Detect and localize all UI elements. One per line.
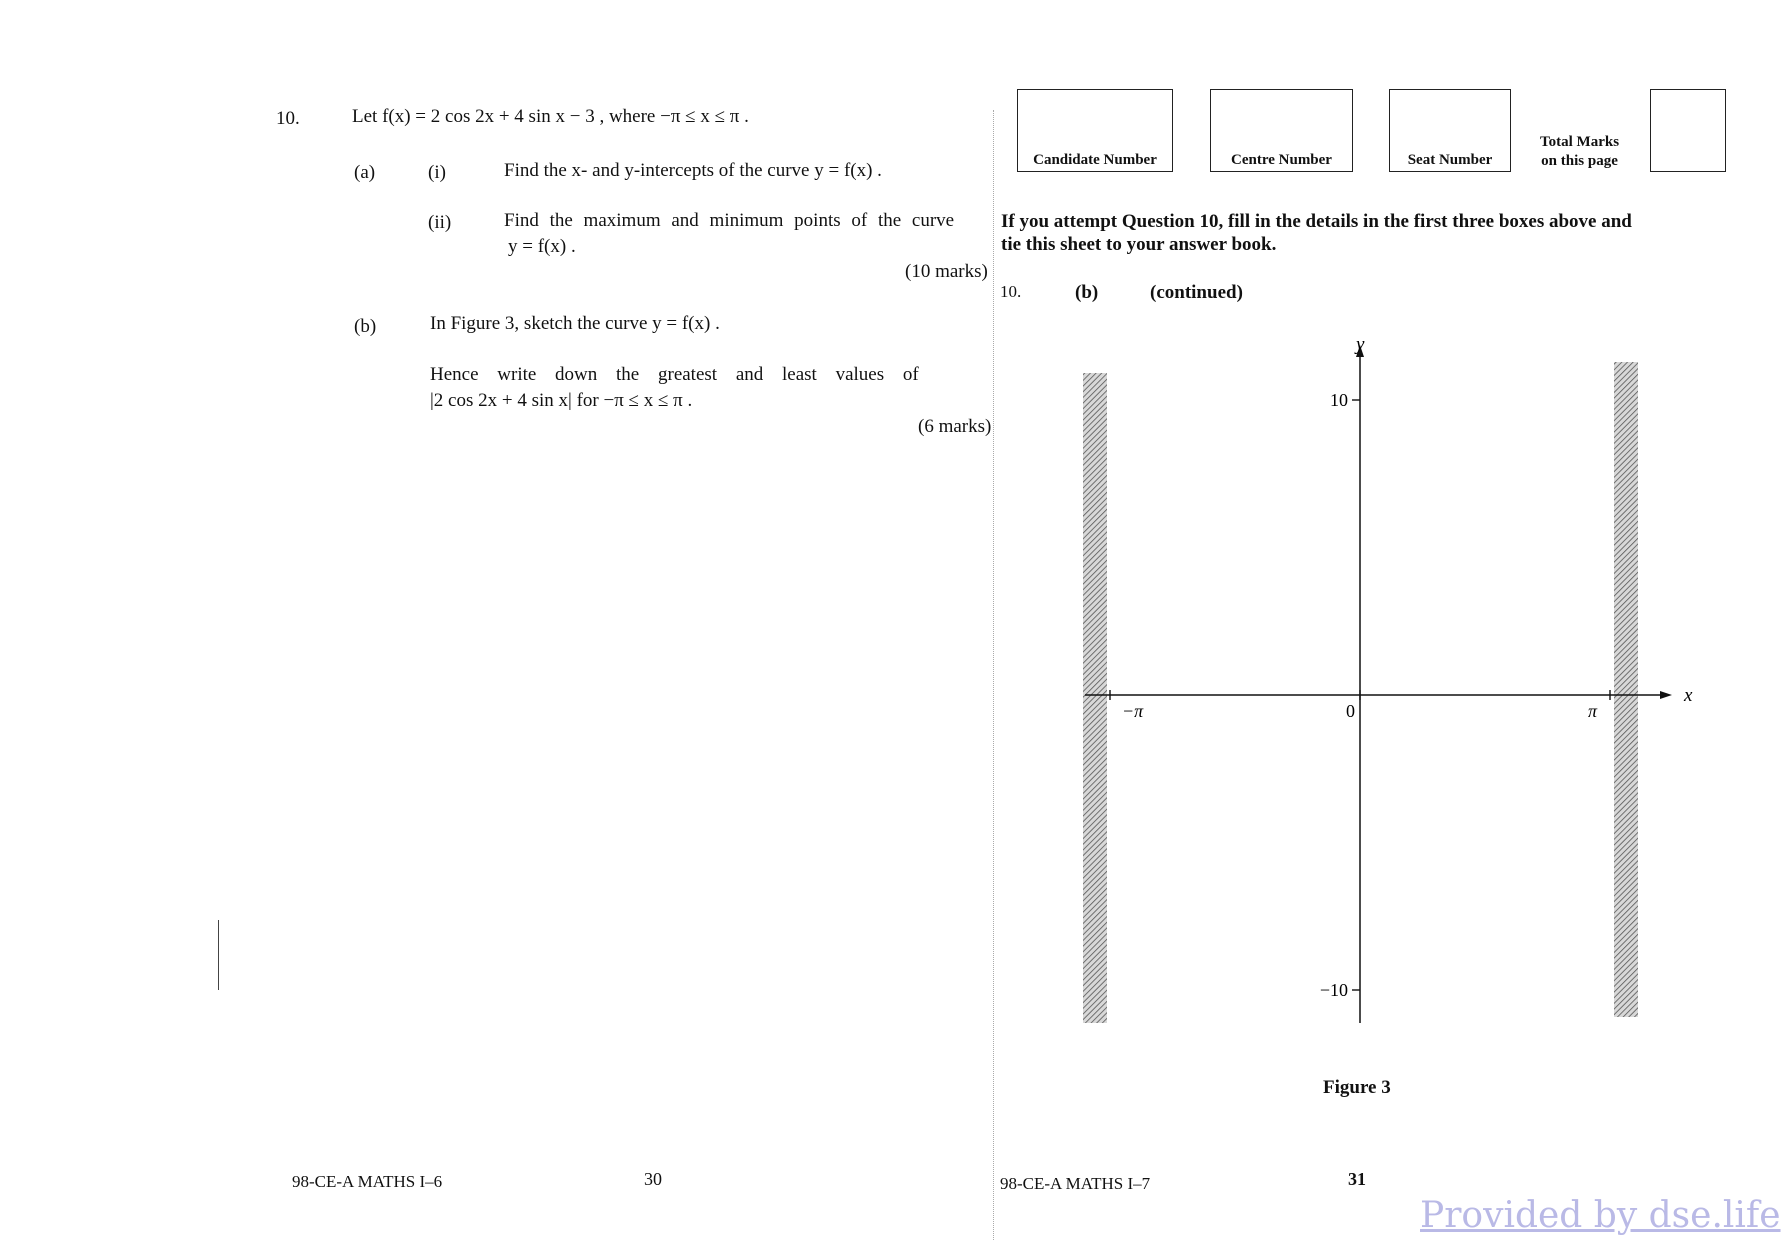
figure-caption: Figure 3 [1323, 1077, 1391, 1098]
part-a-marks: (10 marks) [905, 261, 988, 282]
part-b-label: (b) [354, 316, 377, 337]
part-a-i-label: (i) [428, 162, 446, 183]
centre-number-label: Centre Number [1231, 152, 1332, 168]
right-footer-code: 98-CE-A MATHS I–7 [1000, 1174, 1151, 1193]
right-footer-page: 31 [1348, 1169, 1366, 1189]
total-marks-box[interactable] [1650, 89, 1726, 172]
left-footer-code: 98-CE-A MATHS I–6 [292, 1172, 443, 1191]
instruction-line1: If you attempt Question 10, fill in the details in the first three boxes above and [1001, 211, 1632, 232]
total-marks-label-line2: on this page [1541, 153, 1618, 169]
question-number: 10. [276, 108, 300, 129]
instruction-line2: tie this sheet to your answer book. [1001, 234, 1277, 255]
total-marks-label [1540, 133, 1619, 171]
left-margin-mark [218, 920, 219, 990]
seat-number-label: Seat Number [1407, 152, 1493, 168]
part-b-line2: |2 cos 2x + 4 sin x| for −π ≤ x ≤ π . [430, 390, 693, 411]
continued-part: (b) [1075, 282, 1099, 303]
page-divider [993, 110, 994, 1240]
left-hatched-band [1083, 373, 1107, 1023]
watermark-link[interactable]: Provided by dse.life [1420, 1195, 1781, 1236]
right-hatched-band [1614, 362, 1638, 1017]
question-stem: Let f(x) = 2 cos 2x + 4 sin x − 3 , where −π ≤ x ≤ π . [352, 106, 749, 127]
part-a-i-text: Find the x- and y-intercepts of the curve y = f(x) . [504, 160, 882, 181]
part-a-ii-line2: y = f(x) . [508, 236, 576, 257]
total-marks-label-line1: Total Marks [1540, 134, 1620, 150]
seat-number-box[interactable] [1389, 89, 1511, 172]
y-tick-label-1: −10 [1319, 980, 1348, 1000]
x-tick-label-0: −π [1122, 701, 1144, 721]
x-tick-label-2: π [1588, 701, 1598, 721]
x-axis-label: x [1684, 685, 1693, 706]
y-axis-label: y [1356, 333, 1365, 355]
candidate-number-label: Candidate Number [1033, 152, 1157, 168]
continued-number: 10. [1000, 282, 1022, 301]
left-footer-page: 30 [644, 1169, 662, 1189]
centre-number-box[interactable] [1210, 89, 1353, 172]
part-a-ii-line1: Find the maximum and minimum points of the curve [504, 210, 955, 231]
part-b-marks: (6 marks) [918, 416, 992, 437]
figure-3-axes [1060, 333, 1693, 1035]
y-tick-label-0: 10 [1330, 390, 1348, 410]
part-a-ii-label: (ii) [428, 212, 452, 233]
x-axis-arrow [1660, 691, 1672, 699]
x-tick-label-1: 0 [1346, 701, 1355, 721]
part-b-line1: Hence write down the greatest and least values of [430, 364, 919, 385]
candidate-number-box[interactable] [1017, 89, 1173, 172]
continued-text: (continued) [1150, 282, 1243, 303]
part-b-text: In Figure 3, sketch the curve y = f(x) . [430, 313, 720, 334]
part-a-label: (a) [354, 162, 376, 183]
